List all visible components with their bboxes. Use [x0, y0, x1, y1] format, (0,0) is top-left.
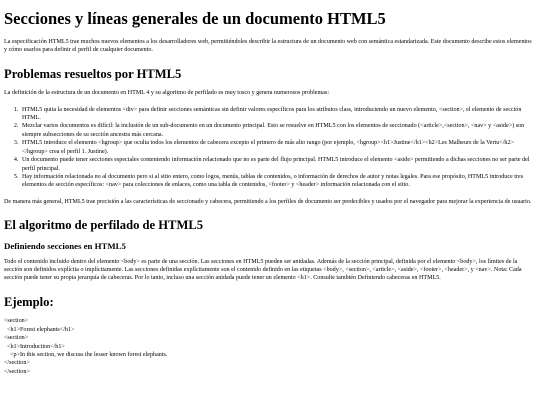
code-line: <h1>Forest elephants</h1>: [4, 326, 75, 333]
code-line: </section>: [4, 360, 30, 367]
algorithm-heading: El algoritmo de perfilado de HTML5: [4, 218, 204, 233]
list-item: 3. HTML5 introduce el elemento <hgroup> que oculta todos los elementos de cabecera excepto el primero de más alto rango (por ejemplo, <hgroup><h1>Justine</h1><h2>Les Malheurs de la Vertu</h2></hgroup> crea el perfil 1. Justine).: [20, 139, 536, 156]
problems-lead: La definición de la estructura de un documento en HTML 4 y su algoritmo de perfilado es muy tosco y genera numerosos problemas:: [4, 90, 330, 97]
example-heading: Ejemplo:: [4, 294, 54, 309]
list-item: 5. Hay información relacionada no al documento pero si al sitio entero, como logos, menús, tablas de contenidos, o información de derechos de autor y notas legales. Para ese propósito, HTML5 introduce tres elementos de sección específicos: <nav> para colecciones de enlaces, como una tabla de contenidos, <footer> y <header> información relacionada con el sitio.: [20, 173, 536, 190]
list-item: 2. Mezclar varios documentos es difícil: la inclusión de un sub-documento en un documento principal. Esto se resuelve en HTML5 con los elementos de seccionado (<article>,<section>, <nav> y <aside>) son siempre subsecciones de su sección ancestra más cercana.: [20, 122, 536, 139]
code-line: <section>: [4, 335, 29, 342]
intro-paragraph: La especificación HTML5 trae muchos nuevos elementos a los desarrolladores web, permitiéndoles describir la estructura de un documento web con semántica estandarizada. Este documento describe estos elementos y cómo usarlos para definir el perfil de cualquier documento.: [4, 38, 532, 54]
code-line: <p>In this section, we discuss the lesser known forest elephants.: [4, 351, 168, 358]
algorithm-subheading: Definiendo secciones en HTML5: [4, 240, 126, 251]
code-line: <h1>Introduction</h1>: [4, 343, 65, 350]
algorithm-paragraph: Todo el contenido incluido dentro del elemento <body> es parte de una sección. Las secciones en HTML5 pueden ser anidadas. Además de la sección principal, definida por el elemento <body>, los límites de la sección son definidos explícita o implícitamente. Las secciones definidas explícitamente son el contenido definido en las etiquetas <body>, <section>, <article>, <aside>, <footer>, <header>, y <nav>. Nota: Cada sección puede tener su propia jerarquía de cabeceras. Por lo tanto, incluso una sección anidada puede tener un elemento <h1>. Consulte también Definiendo cabeceras en HTML5.: [4, 258, 522, 282]
problems-heading: Problemas resueltos por HTML5: [4, 66, 182, 81]
problems-closing: De manera más general, HTML5 trae precisión a las características de seccionado y cabecera, permitiendo a los perfiles de documento ser predecibles y usados por el navegador para mejorar la experiencia de usuario.: [4, 198, 532, 205]
list-item: 1. HTML5 quita la necesidad de elementos <div> para definir secciones semánticas sin definir valores específicos para los atributos class, introduciendo un nuevo elemento, <section>, el elemento de sección HTML.: [20, 106, 536, 123]
list-item: 4. Un documento puede tener secciones especiales conteniendo información relacionado que no es parte del flujo principal. HTML5 introduce el elemento <aside> permitiendo a dichas secciones no ser parte del perfil principal.: [20, 156, 536, 173]
code-line: </section>: [4, 368, 30, 375]
page-title: Secciones y líneas generales de un documento HTML5: [4, 9, 386, 28]
problems-list: [4, 106, 536, 190]
code-line: <section>: [4, 318, 29, 325]
code-example: [4, 317, 536, 376]
